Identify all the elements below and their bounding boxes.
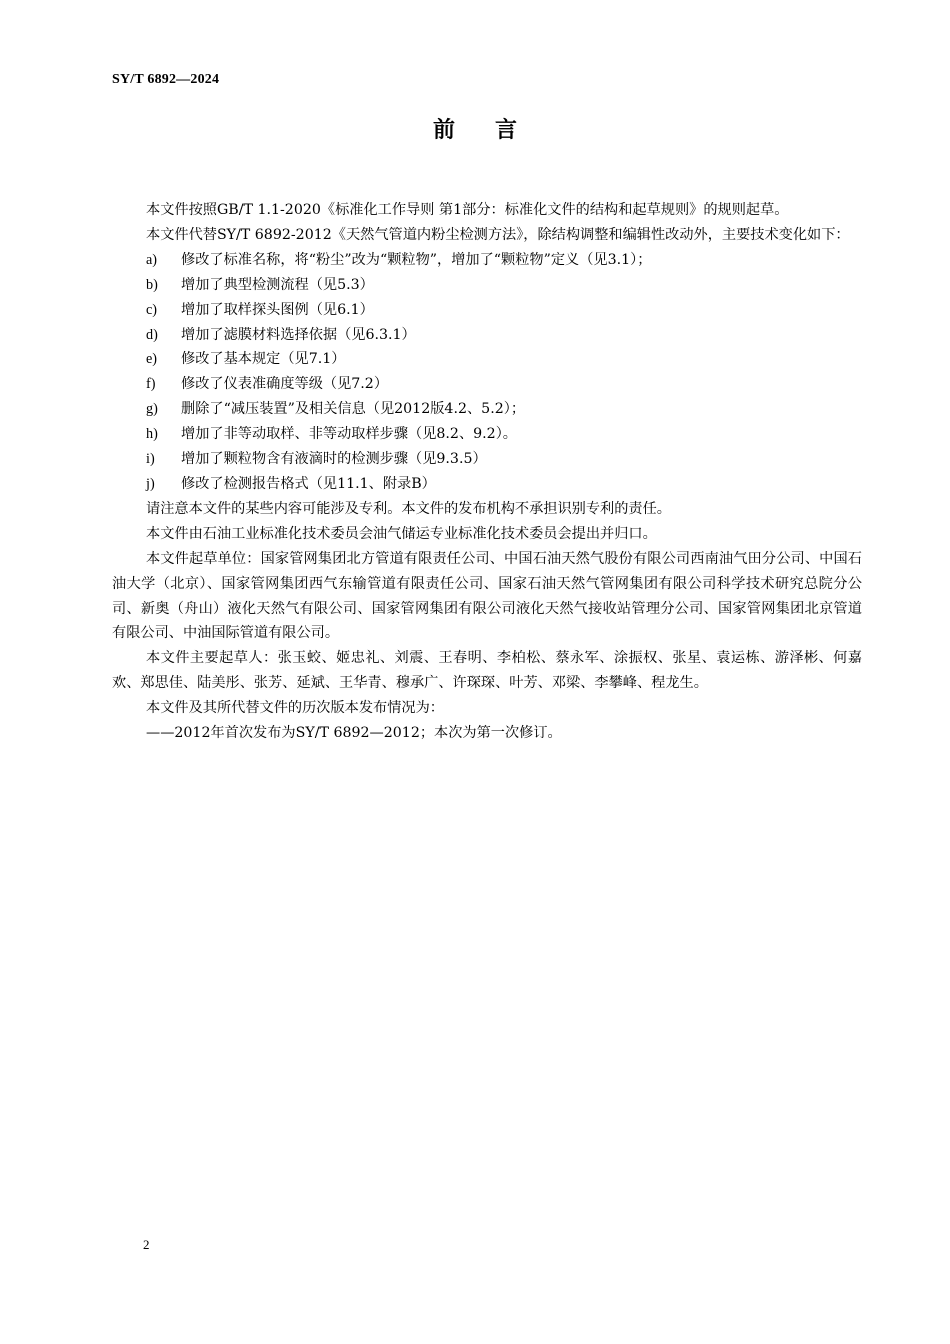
paragraph-history-intro: 本文件及其所代替文件的历次版本发布情况为： bbox=[146, 700, 444, 717]
list-item bbox=[112, 447, 862, 472]
standard-code: SY/T 6892—2024 bbox=[112, 72, 220, 87]
list-item-text: 增加了典型检测流程（见5.3） bbox=[181, 276, 374, 293]
list-item-text: 修改了标准名称，将“粉尘”改为“颗粒物”，增加了“颗粒物”定义（见3.1）； bbox=[181, 251, 652, 268]
list-item-text: 删除了“减压装置”及相关信息（见2012版4.2、5.2）； bbox=[181, 401, 526, 418]
list-item-label: c) bbox=[146, 301, 158, 318]
list-item-label: d) bbox=[146, 326, 158, 343]
list-item-label: h) bbox=[146, 426, 158, 443]
page-title: 前言 bbox=[432, 118, 557, 143]
list-item-text: 增加了滤膜材料选择依据（见6.3.1） bbox=[181, 326, 416, 343]
paragraph-drafting-rules: 本文件按照GB/T 1.1-2020《标准化工作导则 第1部分：标准化文件的结构和起草规则》的规则起草。 bbox=[146, 202, 789, 218]
list-item bbox=[112, 323, 862, 348]
list-item-text: 修改了检测报告格式（见11.1、附录B） bbox=[181, 475, 436, 492]
list-item bbox=[112, 372, 862, 397]
list-item-label: b) bbox=[146, 276, 158, 293]
list-item-label: g) bbox=[146, 401, 158, 418]
list-item-text: 修改了仪表准确度等级（见7.2） bbox=[181, 376, 389, 393]
list-item-label: e) bbox=[146, 351, 158, 368]
list-item bbox=[112, 298, 862, 323]
paragraph-proposer: 本文件由石油工业标准化技术委员会油气储运专业标准化技术委员会提出并归口。 bbox=[146, 525, 657, 542]
paragraph-drafters: 本文件主要起草人：张玉蛟、姬忠礼、刘震、王春明、李柏松、蔡永军、涂振权、张星、袁运栋、游泽彬、何嘉欢、郑思佳、陆美彤、张芳、延斌、王华青、穆承广、许琛琛、叶芳、邓梁、李攀峰、程龙生。 bbox=[112, 650, 862, 692]
list-item bbox=[112, 422, 862, 447]
list-item-label: i) bbox=[146, 451, 155, 468]
page-number: 2 bbox=[143, 1237, 150, 1252]
list-item bbox=[112, 472, 862, 497]
list-item-label: j) bbox=[146, 475, 155, 492]
changes-list bbox=[112, 248, 862, 497]
list-item-text: 修改了基本规定（见7.1） bbox=[181, 351, 346, 368]
list-item-label: a) bbox=[146, 251, 158, 268]
list-item-label: f) bbox=[146, 376, 156, 393]
list-item-text: 增加了取样探头图例（见6.1） bbox=[181, 301, 374, 318]
document-body bbox=[112, 198, 862, 746]
paragraph-drafting-units: 本文件起草单位：国家管网集团北方管道有限责任公司、中国石油天然气股份有限公司西南油气田分公司、中国石油大学（北京）、国家管网集团西气东输管道有限责任公司、国家石油天然气管网集团有限公司科学技术研究总院分公司、新奥（舟山）液化天然气有限公司、国家管网集团有限公司液化天然气接收站管理分公司、国家管网集团北京管道有限公司、中油国际管道有限公司。 bbox=[112, 550, 862, 642]
list-item bbox=[112, 248, 862, 273]
paragraph-history-entry: ——2012年首次发布为SY/T 6892—2012；本次为第一次修订。 bbox=[146, 725, 562, 742]
paragraph-patent-notice: 请注意本文件的某些内容可能涉及专利。本文件的发布机构不承担识别专利的责任。 bbox=[146, 500, 671, 517]
list-item-text: 增加了颗粒物含有液滴时的检测步骤（见9.3.5） bbox=[181, 451, 487, 468]
list-item bbox=[112, 397, 862, 422]
list-item bbox=[112, 347, 862, 372]
list-item-text: 增加了非等动取样、非等动取样步骤（见8.2、9.2）。 bbox=[181, 426, 517, 443]
list-item bbox=[112, 273, 862, 298]
paragraph-replaces: 本文件代替SY/T 6892-2012《天然气管道内粉尘检测方法》，除结构调整和编辑性改动外，主要技术变化如下： bbox=[146, 226, 850, 243]
